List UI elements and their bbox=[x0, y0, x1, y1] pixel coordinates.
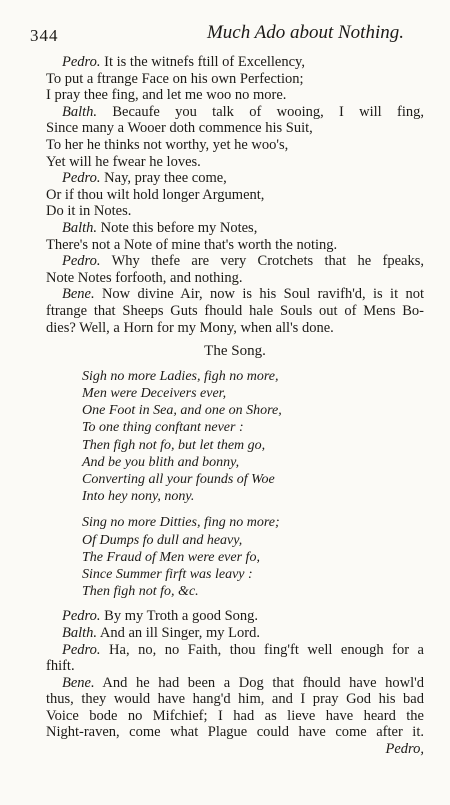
line-text: fhift. bbox=[46, 658, 75, 675]
text-line bbox=[46, 286, 424, 303]
verse-line: One Foot in Sea, and one on Shore, bbox=[82, 403, 282, 419]
line-text: To her he thinks not worthy, yet he woo's, bbox=[46, 136, 289, 153]
dialogue-top bbox=[46, 54, 424, 336]
text-line bbox=[46, 675, 424, 692]
text-line bbox=[46, 170, 424, 187]
speaker-name: Balth. bbox=[62, 624, 98, 641]
line-text: Note this before my Notes, bbox=[97, 219, 258, 236]
verse-line: Into hey nony, nony. bbox=[82, 489, 195, 505]
page-number: 344 bbox=[30, 26, 59, 45]
text-line bbox=[46, 54, 424, 71]
song-title: The Song. bbox=[204, 343, 266, 360]
line-text: Ha, no, no Faith, thou fing'ft well enough for a bbox=[100, 641, 424, 658]
speaker-name: Bene. bbox=[62, 674, 95, 691]
line-text: It is the witnefs ftill of Excellency, bbox=[100, 54, 305, 70]
text-line bbox=[46, 642, 424, 659]
text-line bbox=[46, 187, 424, 204]
line-text: Since many a Wooer doth commence his Suit, bbox=[46, 120, 313, 137]
line-text: By my Troth a good Song. bbox=[100, 608, 259, 625]
line-text: Note Notes forfooth, and nothing. bbox=[46, 269, 243, 286]
verse-line: Converting all your founds of Woe bbox=[82, 471, 275, 487]
verse-line: Since Summer firft was leavy : bbox=[82, 566, 253, 582]
text-line bbox=[46, 608, 424, 625]
verse-line: Men were Deceivers ever, bbox=[82, 385, 227, 401]
text-line bbox=[46, 691, 424, 708]
verse-line: Sigh no more Ladies, figh no more, bbox=[82, 368, 279, 384]
verse-line: Sing no more Ditties, fing no more; bbox=[82, 515, 280, 531]
line-text: Becaufe you talk of wooing, I will fing, bbox=[97, 103, 424, 120]
line-text: Why thefe are very Crotchets that he fpeaks, bbox=[100, 253, 424, 270]
text-line bbox=[46, 203, 424, 220]
speaker-name: Bene. bbox=[62, 286, 95, 303]
speaker-name: Balth. bbox=[62, 103, 98, 120]
page-body bbox=[46, 54, 424, 758]
verse-line: Of Dumps fo dull and heavy, bbox=[82, 532, 243, 548]
verse-line: The Fraud of Men were ever fo, bbox=[82, 549, 260, 565]
text-line bbox=[46, 104, 424, 121]
speaker-name: Pedro. bbox=[62, 641, 101, 658]
line-text: ftrange that Sheeps Guts fhould hale Souls out of Mens Bo- bbox=[46, 302, 424, 319]
speaker-name: Pedro. bbox=[62, 608, 101, 625]
stanza-gap bbox=[82, 505, 424, 514]
dialogue-bottom bbox=[46, 608, 424, 741]
line-text: thus, they would have hang'd him, and I pray God his bad bbox=[46, 691, 424, 708]
verse-line: And be you blith and bonny, bbox=[82, 454, 240, 470]
text-line bbox=[46, 708, 424, 725]
text-line bbox=[46, 253, 424, 270]
text-line bbox=[46, 625, 424, 642]
catchword: Pedro, bbox=[385, 741, 424, 758]
line-text: There's not a Note of mine that's worth the noting. bbox=[46, 236, 338, 253]
line-text: Voice bode no Mifchief; I had as lieve have heard the bbox=[46, 707, 424, 724]
page-header bbox=[30, 22, 404, 48]
line-text: Night-raven, come what Plague could have come after it. bbox=[46, 724, 424, 741]
line-text: I pray thee fing, and let me woo no more. bbox=[46, 87, 287, 104]
line-text: And an ill Singer, my Lord. bbox=[97, 624, 260, 641]
song-verses bbox=[46, 368, 424, 601]
text-line bbox=[46, 87, 424, 104]
speaker-name: Pedro. bbox=[62, 54, 101, 70]
verse-line: Then figh not fo, but let them go, bbox=[82, 437, 266, 453]
line-text: dies? Well, a Horn for my Mony, when all's done. bbox=[46, 319, 334, 336]
line-text: Now divine Air, now is his Soul ravifh'd, is it not bbox=[94, 286, 424, 303]
speaker-name: Pedro. bbox=[62, 170, 101, 187]
speaker-name: Balth. bbox=[62, 219, 98, 236]
line-text: Yet will he fwear he loves. bbox=[46, 153, 201, 170]
verse-line: Then figh not fo, &c. bbox=[82, 584, 199, 600]
text-line bbox=[46, 724, 424, 741]
text-line bbox=[46, 303, 424, 320]
text-line bbox=[46, 137, 424, 154]
running-title: Much Ado about Nothing. bbox=[206, 22, 404, 43]
text-line bbox=[46, 658, 424, 675]
text-line bbox=[46, 320, 424, 337]
line-text: Or if thou wilt hold longer Argument, bbox=[46, 186, 265, 203]
text-line bbox=[46, 71, 424, 88]
text-line bbox=[46, 220, 424, 237]
verse-line: To one thing conftant never : bbox=[82, 420, 244, 436]
text-line bbox=[46, 120, 424, 137]
line-text: Nay, pray thee come, bbox=[100, 170, 227, 187]
line-text: To put a ftrange Face on his own Perfection; bbox=[46, 70, 304, 87]
text-line bbox=[46, 270, 424, 287]
text-line bbox=[46, 237, 424, 254]
speaker-name: Pedro. bbox=[62, 253, 101, 270]
line-text: And he had been a Dog that fhould have howl'd bbox=[94, 674, 424, 691]
text-line bbox=[46, 154, 424, 171]
line-text: Do it in Notes. bbox=[46, 203, 132, 220]
